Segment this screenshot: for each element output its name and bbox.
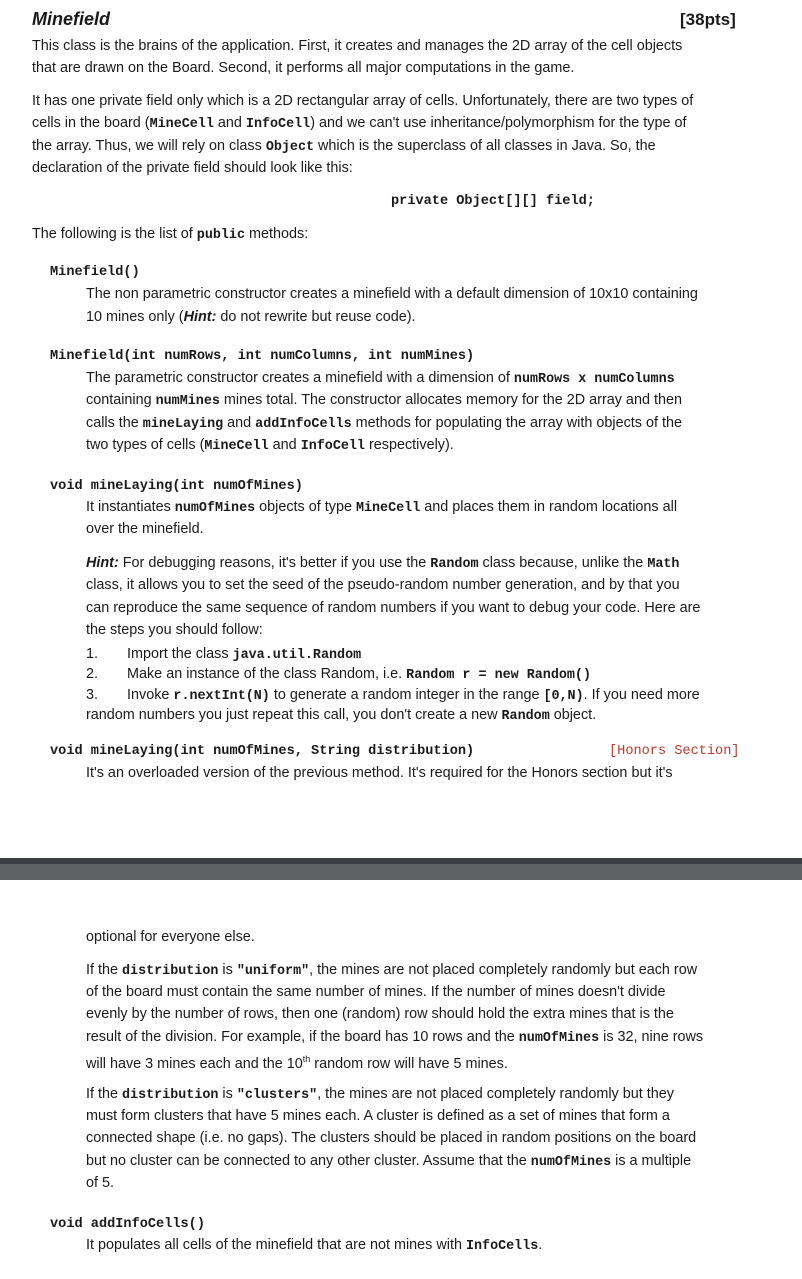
method-description-line: calls the mineLaying and addInfoCells methods for populating the array with objects of the <box>86 415 682 432</box>
method-description-line: optional for everyone else. <box>86 929 255 945</box>
method-description-line: The non parametric constructor creates a minefield with a default dimension of 10x10 containing <box>86 286 698 302</box>
method-signature: void mineLaying(int numOfMines) <box>50 479 303 494</box>
step-number: 3. <box>86 687 99 703</box>
field-paragraph-line: cells in the board (MineCell and InfoCell) and we can't use inheritance/polymorphism for the type of <box>32 115 687 132</box>
method-description-line: over the minefield. <box>86 521 204 537</box>
method-description-line: It instantiates numOfMines objects of type MineCell and places them in random locations all <box>86 499 678 516</box>
step-number: 1. <box>86 646 99 662</box>
method-description-line: containing numMines mines total. The constructor allocates memory for the 2D array and then <box>86 392 682 409</box>
section-points: [38pts] <box>680 10 736 29</box>
field-paragraph-line: the array. Thus, we will rely on class Object which is the superclass of all classes in Java. So, the <box>32 138 656 155</box>
step-text: Import the class java.util.Random <box>127 646 362 663</box>
field-paragraph-line: It has one private field only which is a 2D rectangular array of cells. Unfortunately, there are two types of <box>32 93 694 109</box>
method-description-line: The parametric constructor creates a minefield with a dimension of numRows x numColumns <box>86 370 675 387</box>
intro-paragraph-line: This class is the brains of the application. First, it creates and manages the 2D array of the cell objects <box>32 38 683 54</box>
methods-intro: The following is the list of public methods: <box>32 226 309 243</box>
method-description-line: It's an overloaded version of the previous method. It's required for the Honors section but it's <box>86 765 673 781</box>
method-signature: Minefield() <box>50 265 140 280</box>
uniform-paragraph-line: will have 3 mines each and the 10th random row will have 5 mines. <box>86 1054 508 1072</box>
method-description-line: It populates all cells of the minefield that are not mines with InfoCells. <box>86 1237 543 1254</box>
step-text: Invoke r.nextInt(N) to generate a random integer in the range [0,N). If you need more <box>127 687 700 704</box>
uniform-paragraph-line: result of the division. For example, if the board has 10 rows and the numOfMines is 32, nine rows <box>86 1029 704 1046</box>
uniform-paragraph-line: If the distribution is "uniform", the mines are not placed completely randomly but each row <box>86 962 698 979</box>
section-title: Minefield <box>32 9 111 29</box>
uniform-paragraph-line: of the board must contain the same number of mines. If the number of mines doesn't divide <box>86 984 666 1000</box>
step-text: Make an instance of the class Random, i.e. Random r = new Random() <box>127 666 591 683</box>
method-signature: Minefield(int numRows, int numColumns, int numMines) <box>50 349 475 364</box>
hint-line: class, it allows you to set the seed of the pseudo-random number generation, and by that you <box>86 577 680 593</box>
honors-section-tag: [Honors Section] <box>609 744 740 759</box>
uniform-paragraph-line: evenly by the number of rows, then one (random) row should hold the extra mines that is the <box>86 1006 674 1022</box>
method-signature: void addInfoCells() <box>50 1217 205 1232</box>
step-number: 2. <box>86 666 99 682</box>
hint-line: the steps you should follow: <box>86 622 263 638</box>
method-description-line: two types of cells (MineCell and InfoCell respectively). <box>86 437 454 454</box>
clusters-paragraph-line: but no cluster can be connected to any other cluster. Assume that the numOfMines is a multiple <box>86 1153 692 1170</box>
hint-line: can reproduce the same sequence of random numbers if you want to debug your code. Here are <box>86 600 701 616</box>
document-page-2 <box>0 880 802 1279</box>
field-declaration: private Object[][] field; <box>391 194 595 209</box>
step-text: random numbers you just repeat this call, you don't create a new Random object. <box>86 707 597 724</box>
field-paragraph-line: declaration of the private field should look like this: <box>32 160 353 176</box>
method-signature: void mineLaying(int numOfMines, String distribution) <box>50 744 475 759</box>
page-separator <box>0 858 802 880</box>
clusters-paragraph-line: If the distribution is "clusters", the mines are not placed completely randomly but they <box>86 1086 674 1103</box>
clusters-paragraph-line: must form clusters that have 5 mines each. A cluster is defined as a set of mines that form a <box>86 1108 670 1124</box>
method-description-line: 10 mines only (Hint: do not rewrite but reuse code). <box>86 309 416 325</box>
hint-line: Hint: For debugging reasons, it's better if you use the Random class because, unlike the Math <box>86 555 680 572</box>
clusters-paragraph-line: of 5. <box>86 1175 115 1191</box>
intro-paragraph-line: that are drawn on the Board. Second, it performs all major computations in the game. <box>32 60 575 76</box>
clusters-paragraph-line: connected shape (i.e. no gaps). The clusters should be placed in random positions on the board <box>86 1130 697 1146</box>
